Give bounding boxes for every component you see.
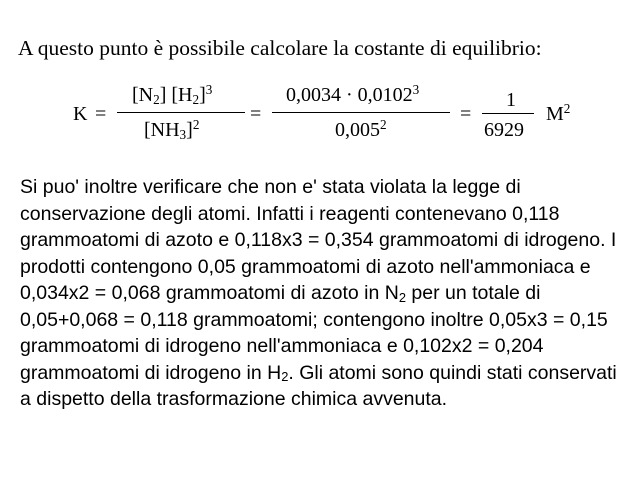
fraction2-numerator: $0,0034 \cdot 0,0102^3$ (286, 81, 420, 106)
equals-sign-3: = (460, 103, 472, 125)
fraction3-bar (482, 113, 534, 114)
fraction2-denominator: 0,005$^2$ (335, 116, 387, 141)
k-label: K (73, 103, 88, 125)
conservation-paragraph: Si puo' inoltre verificare che non e' stata violata la legge di conservazione degli atomi. Infatti i reagenti contenevano 0,118 grammoatomi di azoto e 0,118x3 = 0,354 grammoatomi di idrogeno. I prodotti contengono 0,05 grammoatomi di azoto nell'ammoniaca e 0,034x2 = 0,068 grammoatomi di azoto in $N_2$ per un totale di 0,05+0,068 = 0,118 grammoatomi; contengono inoltre 0,05x3 = 0,15 grammoatomi di idrogeno nell'ammoniaca e 0,102x2 = 0,204 grammoatomi di idrogeno in $H_2$. Gli atomi sono quindi stati conservati a dispetto della trasformazione chimica avvenuta. (20, 176, 617, 410)
fraction3-numerator: 1 (506, 89, 516, 111)
equals-sign-1: = (95, 103, 107, 125)
fraction1-denominator: $[NH_3]^2$ (144, 116, 200, 142)
fraction1-numerator: $[N_2]$ $[H_2]^3$ (132, 81, 213, 107)
fraction2-bar (272, 112, 450, 113)
equals-sign-2: = (250, 103, 262, 125)
intro-text: A questo punto è possibile calcolare la costante di equilibrio: (18, 36, 542, 60)
fraction3-denominator: 6929 (484, 119, 524, 141)
fraction1-bar (117, 112, 245, 113)
unit-molar: $M^2$ (546, 100, 571, 125)
